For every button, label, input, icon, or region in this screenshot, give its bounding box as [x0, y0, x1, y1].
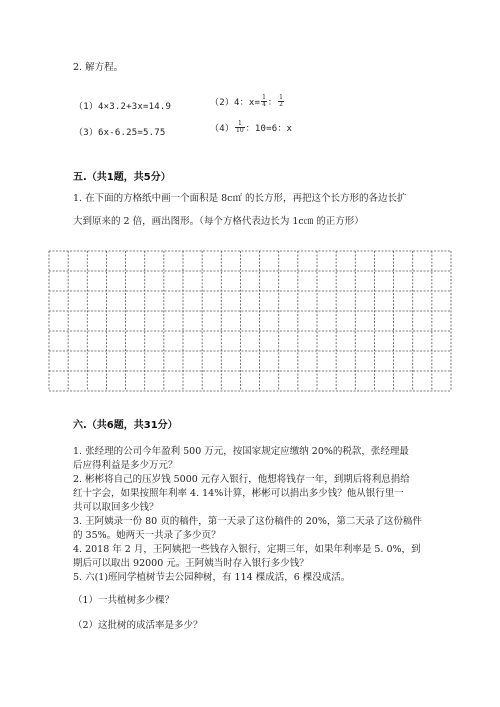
square-grid-paper	[48, 250, 452, 392]
fraction-denominator: 4	[262, 101, 266, 108]
section-6-header: 六.（共6题，共31分）	[73, 420, 178, 431]
section-6-line: 后应得利益是多少万元？	[73, 460, 178, 471]
equation-2-separator: ：	[267, 98, 278, 108]
equation-4-suffix: ：10=6：x	[245, 124, 293, 134]
equation-2-fraction-b	[278, 95, 284, 108]
equation-4	[210, 121, 292, 134]
section-6-line: 4. 2018 年 2 月，王阿姨把一些钱存入银行，定期三年，如果年利率是 5. 0%，到	[73, 544, 421, 555]
equation-1: （1）4×3.2+3x=14.9	[74, 102, 172, 112]
section-5-question-line-2: 大到原来的 2 倍，画出图形。（每个方格代表边长为 1c㎝ 的正方形）	[73, 216, 364, 227]
equation-4-prefix: （4）	[210, 124, 235, 134]
fraction-denominator: 10	[236, 127, 244, 134]
section-6-subquestion-2: （2）这批树的成活率是多少？	[73, 620, 203, 631]
section-6-subquestion-1: （1）一共植树多少棵？	[73, 595, 175, 606]
fraction-numerator: 1	[235, 121, 245, 128]
fraction-denominator: 2	[279, 101, 283, 108]
section-6-line: 期后可以取出 92000 元。王阿姨当时存入银行多少钱？	[73, 558, 309, 569]
fraction-numerator: 1	[262, 94, 266, 101]
equation-2-prefix: （2）4：x=	[210, 98, 261, 108]
section-6-line: 1. 张经理的公司今年盈利 500 万元，按国家规定应缴纳 20%的税款，张经理最	[73, 446, 409, 457]
section-5-header: 五.（共1题，共5分）	[73, 172, 171, 183]
section-5-question-line-1: 1. 在下面的方格纸中画一个面积是 8c㎡ 的长方形，再把这个长方形的各边长扩	[73, 193, 407, 204]
equation-4-fraction	[235, 121, 245, 134]
section-6-line: 红十字会，如果按照年利率 4. 14%计算，彬彬可以捐出多少钱？他从银行里一	[73, 488, 404, 499]
section-6-line: 共可以取回多少钱？	[73, 502, 159, 513]
section-6-line: 5. 六(1)班同学植树节去公园种树，有 114 棵成活，6 棵没成活。	[73, 572, 351, 583]
section-6-line: 的 35%。她两天一共录了多少页？	[73, 530, 221, 541]
section-6-line: 2. 彬彬将自己的压岁钱 5000 元存入银行，他想将钱存一年，到期后将利息捐给	[73, 474, 410, 485]
fraction-numerator: 1	[279, 94, 283, 101]
equation-2-fraction-a	[261, 95, 267, 108]
section-6-line: 3. 王阿姨录一份 80 页的稿件，第一天录了这份稿件的 20%，第二天录了这份稿件	[73, 516, 422, 527]
solve-title: 2. 解方程。	[73, 62, 124, 73]
equation-3: （3）6x-6.25=5.75	[74, 128, 166, 138]
equation-2	[210, 95, 285, 108]
